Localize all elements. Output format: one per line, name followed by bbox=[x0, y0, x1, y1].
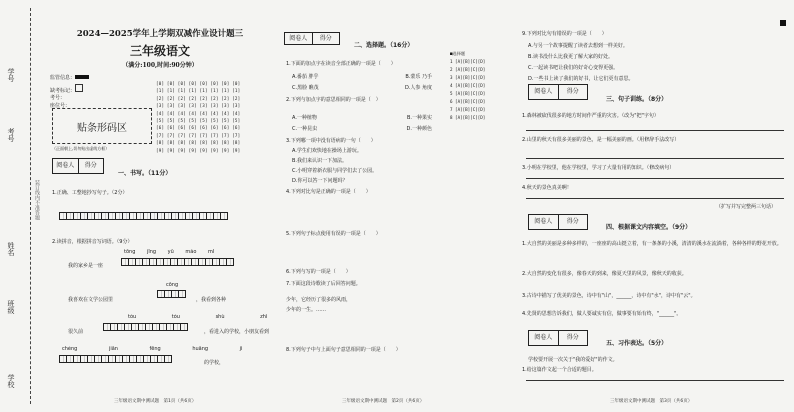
bubble-row-2[interactable]: 2 [A][B][C][D] bbox=[450, 67, 486, 72]
q8-prompt-p2: 8.下列句子中与上面句子意思相同的一项是（ ） bbox=[286, 347, 401, 353]
q2-options-row-2: C.一种昆虫 D.一种颜色 bbox=[292, 126, 432, 132]
q9-option-a[interactable]: A.与另一个故事提醒了读者去想到一样美好。 bbox=[528, 43, 628, 49]
bubble-row-7[interactable]: 7 [A][B][C][D] bbox=[450, 107, 486, 112]
barcode-note: （正面朝上,切勿贴出虚线方框） bbox=[52, 146, 110, 151]
bubble-row-3[interactable]: 3 [A][B][C][D] bbox=[450, 75, 486, 80]
section-5-heading: 五、习作表达。（5分） bbox=[606, 340, 668, 347]
page-1-footer: 三年级语文期中测试题 第1页（共6页） bbox=[114, 399, 197, 404]
w1-text: 学校要开展一次关于"我的爱好"的作文。 bbox=[528, 357, 618, 363]
t4-fill-text: 4.先贤的思想告诉我们，做人要诚实有信，做事要有始有终，"______"。 bbox=[522, 311, 682, 317]
q3-option-b[interactable]: B.我们来认识一下加法。 bbox=[292, 158, 348, 164]
exam-title: 2024—2025学年上学期双减作业设计题三 bbox=[76, 29, 244, 39]
exam-meta: （满分:100,时间:90分钟） bbox=[122, 62, 198, 69]
info-line-3: 考号： bbox=[50, 95, 66, 101]
line-2a-text: 我喜欢在文学公园里 bbox=[68, 297, 114, 303]
s4-answer-line[interactable] bbox=[526, 198, 784, 199]
pinyin-grid-3[interactable] bbox=[104, 323, 188, 331]
line-3b-text: ，看进入的学校，小朋友看到 bbox=[204, 329, 270, 335]
q7-prompt-p2: 7.下面这段诗歌读了后回答问题。 bbox=[286, 281, 361, 287]
q2-options-row-1: A.一种植物 B.一种果实 bbox=[292, 115, 432, 121]
score-box-3: 阅卷人 得分 bbox=[528, 84, 588, 100]
line-3a-text: 很久前 bbox=[68, 329, 84, 335]
absent-checkbox[interactable] bbox=[75, 84, 83, 92]
info-line-2: 缺考标记： bbox=[50, 84, 83, 94]
page-2-footer: 三年级语文期中测试题 第2页（共6页） bbox=[342, 399, 425, 404]
q1-options-row-1: A.番茄 胖乎 B.蒙乐 乃手 bbox=[292, 74, 432, 80]
bubble-row-8[interactable]: 8 [A][B][C][D] bbox=[450, 115, 486, 120]
s3-answer-line[interactable] bbox=[526, 178, 784, 179]
barcode-mark-icon bbox=[75, 75, 89, 79]
q1-prompt: 1.正确、工整地抄写句子。（2分） bbox=[52, 190, 128, 196]
q6-prompt-p2: 6.下列与写的一项是（ ） bbox=[286, 269, 351, 275]
label-school: 学校 bbox=[7, 374, 15, 388]
pinyin-row-3: tóu tóu shù zhī bbox=[128, 314, 268, 320]
q1-prompt-p2: 1.下面的加点字在读音全部正确的一项是（ ） bbox=[286, 61, 396, 67]
s4-note: （扩写并写完整两三句话） bbox=[716, 204, 777, 210]
score-box-2: 阅卷人 得分 bbox=[284, 32, 340, 45]
subject-title: 三年级语文 bbox=[129, 44, 190, 58]
pinyin-grid-1[interactable] bbox=[122, 258, 234, 266]
q1-options-row-2: C.黑脸 瞧茂 D.人参 角度 bbox=[292, 85, 432, 91]
section-4-heading: 四、根据课文内容填空。（9分） bbox=[606, 224, 692, 231]
label-class: 班级 bbox=[7, 300, 15, 314]
score-box-4: 阅卷人 得分 bbox=[528, 214, 588, 230]
s1-answer-line[interactable] bbox=[526, 130, 784, 131]
s2-answer-line[interactable] bbox=[526, 158, 784, 159]
binding-note: 装订线内不准答题 bbox=[34, 180, 40, 220]
line-1-text: 我的家乡是一座 bbox=[68, 263, 104, 269]
s4-prompt: 4.秋天的景色真美啊！ bbox=[522, 185, 572, 191]
bubble-row-4[interactable]: 4 [A][B][C][D] bbox=[450, 83, 486, 88]
label-student-id: 学号 bbox=[7, 68, 15, 82]
page-3 bbox=[520, 0, 790, 412]
pinyin-row-1: tōng jīng yǔ máo mǐ bbox=[124, 249, 215, 255]
t2-fill-text: 2.大自然的变化有很多，像春天的到来，像夏天里的风景，像秋天的收获。 bbox=[522, 271, 687, 277]
score-box-1: 阅卷人 得分 bbox=[52, 158, 104, 174]
q2-prompt: 2.读拼音，根据拼音写词语。（9分） bbox=[52, 239, 133, 245]
q3-prompt-p2: 3.下列哪一项中没有语病的一句（ ） bbox=[286, 138, 376, 144]
s1-prompt: 1.森林被砍伐很多的地方时间作严重的灾害。（改为"把"字句） bbox=[522, 113, 659, 119]
bubble-row-1[interactable]: 1 [A][B][C][D] bbox=[450, 59, 486, 64]
q9-option-b[interactable]: B.读书没什么比我更了解大家的好处。 bbox=[528, 54, 614, 60]
score-box-5: 阅卷人 得分 bbox=[528, 330, 588, 346]
q4-prompt-p2: 4.下列对比句是正确的一项是（ ） bbox=[286, 189, 371, 195]
bubble-row-6[interactable]: 6 [A][B][C][D] bbox=[450, 99, 486, 104]
writing-grid-1[interactable] bbox=[60, 212, 228, 220]
barcode-area: 贴条形码区 bbox=[52, 108, 152, 144]
q9-option-c[interactable]: C.一起读书吧让我们的好奇心变得更强。 bbox=[528, 65, 619, 71]
bubble-row-5[interactable]: 5 [A][B][C][D] bbox=[450, 91, 486, 96]
q2-prompt-p2: 2.下列与加点字的意思相同的一项是（ ） bbox=[286, 97, 381, 103]
q9-prompt-p3: 9.下列对比句有错误的一项是（ ） bbox=[522, 31, 607, 37]
s2-prompt: 2.山里的秋天有很多美丽的景色，是一幅美丽的画。（用修辞手法改写） bbox=[522, 137, 680, 143]
info-line-4: 座位号： bbox=[50, 103, 71, 109]
page-3-footer: 三年级语文期中测试题 第3页（共6页） bbox=[610, 399, 693, 404]
s3-prompt: 3.小明在学校里，他在学校里，学习了大量有用的知识。（修改病句） bbox=[522, 165, 675, 171]
line-2b-text: ，我看到各种 bbox=[196, 297, 227, 303]
t3-fill-text: 3.古诗中描写了优美的景色，诗中有"山"，______，诗中有"水"，诗中有"云"。 bbox=[522, 293, 696, 299]
section-2-heading: 二、选择题。（16分） bbox=[354, 42, 414, 49]
info-line-1: 监管信息： bbox=[50, 74, 89, 81]
q5-prompt-p2: 5.下列句子标点使用有误的一项是（ ） bbox=[286, 231, 381, 237]
binding-strip bbox=[0, 0, 42, 412]
pinyin-grid-2[interactable] bbox=[158, 290, 186, 298]
poem-line-2: 少年的一生。…… bbox=[286, 307, 327, 313]
q9-option-d[interactable]: D.一些书上读了我们的好书，让它们更有意思。 bbox=[528, 76, 634, 82]
binding-dashed-line bbox=[30, 8, 31, 404]
line-4b-text: 的学校， bbox=[204, 360, 225, 366]
label-exam-no: 考号 bbox=[7, 128, 15, 142]
corner-mark-icon bbox=[780, 20, 786, 26]
bubble-title: ■选择题 bbox=[450, 51, 466, 56]
pinyin-row-4: chéng jiān fēng huāng jì bbox=[62, 346, 243, 352]
exam-number-bubble-grid[interactable]: [0] [0] [0] [0] [0] [0] [0] [0] [1] [1] [1] [1] [1] [1] [1] [1] [2] [2] [2] [2] [2] [2] [2] [2] [3] [3] [3] [3] [3] [3] [3] [3] [4] [4] [4] [4] [4] [4] [4] [4] [5] [5] [5] [5] [5] [5] [5] [5] [6] [6] [6] [6] [6] [6] [6] [6] [7] [7] [7] [7] [7] [7] [7] [7] [8] [8] [8] [8] [8] [8] [8] [8] [9] [9] [9] [9] [9] [9] [9] [9] bbox=[156, 81, 241, 153]
section-3-heading: 三、句子训练。（8分） bbox=[606, 96, 668, 103]
pinyin-grid-4[interactable] bbox=[60, 355, 172, 363]
section-1-heading: 一、书写。（11分） bbox=[118, 170, 172, 177]
answer-bubble-block[interactable] bbox=[450, 50, 516, 124]
poem-line-1: 少年，它经历了很多的风雨， bbox=[286, 297, 352, 303]
page-1 bbox=[44, 0, 276, 412]
q3-option-a[interactable]: A.学生们欢快地在操场上游玩。 bbox=[292, 148, 362, 154]
w2-text: 1.给这篇作文起一个合适的题目。 bbox=[522, 367, 597, 373]
q3-option-c[interactable]: C.小明穿着新衣服与同学们去了公园。 bbox=[292, 168, 378, 174]
q3-option-d[interactable]: D.你可以答一下问题吗？ bbox=[292, 178, 348, 184]
w2-answer-line[interactable] bbox=[526, 380, 784, 381]
label-name: 姓名 bbox=[7, 242, 15, 256]
pinyin-row-2: cōng bbox=[166, 282, 179, 288]
t1-fill-text: 1.大自然的美丽是多种多样的，一座座的高山挺立着，有一条条的小溪，清清的溪水在流淌着，各种各样的野花开放。 bbox=[522, 241, 782, 247]
